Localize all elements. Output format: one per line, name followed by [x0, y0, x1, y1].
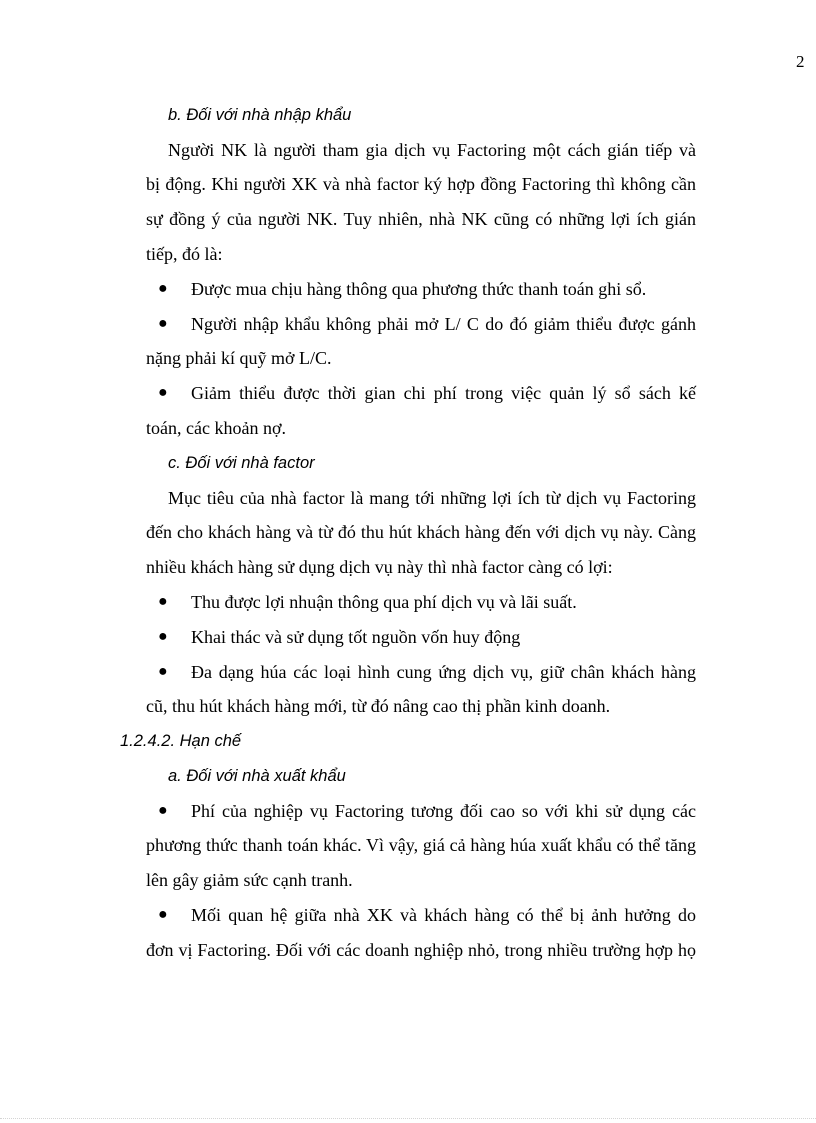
list-item-continuation: toán, các khoản nợ.: [146, 418, 286, 438]
paragraph-line: Mục tiêu của nhà factor là mang tới những lợi ích từ dịch vụ Factoring: [168, 488, 696, 508]
list-item: Khai thác và sử dụng tốt nguồn vốn huy động: [191, 627, 521, 647]
list-item: Thu được lợi nhuận thông qua phí dịch vụ và lãi suất.: [191, 592, 577, 612]
list-item-continuation: cũ, thu hút khách hàng mới, từ đó nâng cao thị phần kinh doanh.: [146, 696, 611, 716]
subsection-heading: 1.2.4.2. Hạn chế: [120, 732, 242, 750]
paragraph-line: đến cho khách hàng và từ đó thu hút khách hàng đến với dịch vụ này. Càng: [146, 522, 696, 542]
list-item-continuation: nặng phải kí quỹ mở L/C.: [146, 348, 332, 368]
list-item: Được mua chịu hàng thông qua phương thức thanh toán ghi sổ.: [191, 279, 647, 299]
list-item: Phí của nghiệp vụ Factoring tương đối cao so với khi sử dụng các: [191, 801, 696, 821]
section-heading-a: a. Đối với nhà xuất khẩu: [168, 767, 346, 785]
bullet-icon: ●: [158, 906, 168, 923]
section-heading-c: c. Đối với nhà factor: [168, 454, 315, 472]
page-bottom-divider: [0, 1118, 816, 1119]
bullet-icon: ●: [158, 593, 168, 610]
list-item-continuation: lên gây giảm sức cạnh tranh.: [146, 870, 353, 890]
paragraph-line: tiếp, đó là:: [146, 244, 223, 264]
list-item: Đa dạng húa các loại hình cung ứng dịch vụ, giữ chân khách hàng: [191, 662, 696, 682]
list-item: Mối quan hệ giữa nhà XK và khách hàng có thể bị ảnh hưởng do: [191, 905, 696, 925]
bullet-icon: ●: [158, 315, 168, 332]
list-item-continuation: đơn vị Factoring. Đối với các doanh nghiệp nhỏ, trong nhiều trường hợp họ: [146, 940, 696, 960]
bullet-icon: ●: [158, 628, 168, 645]
paragraph-line: Người NK là người tham gia dịch vụ Factoring một cách gián tiếp và: [168, 140, 696, 160]
list-item: Người nhập khẩu không phải mở L/ C do đó giảm thiểu được gánh: [191, 314, 696, 334]
paragraph-line: sự đồng ý của người NK. Tuy nhiên, nhà NK cũng có những lợi ích gián: [146, 209, 696, 229]
paragraph-line: nhiều khách hàng sử dụng dịch vụ này thì nhà factor càng có lợi:: [146, 557, 613, 577]
bullet-icon: ●: [158, 802, 168, 819]
bullet-icon: ●: [158, 280, 168, 297]
bullet-icon: ●: [158, 384, 168, 401]
list-item-continuation: phương thức thanh toán khác. Vì vậy, giá cả hàng húa xuất khẩu có thể tăng: [146, 835, 696, 855]
bullet-icon: ●: [158, 663, 168, 680]
list-item: Giảm thiểu được thời gian chi phí trong việc quản lý sổ sách kế: [191, 383, 696, 403]
section-heading-b: b. Đối với nhà nhập khẩu: [168, 106, 352, 124]
paragraph-line: bị động. Khi người XK và nhà factor ký hợp đồng Factoring thì không cần: [146, 174, 696, 194]
page-number: 2: [796, 52, 805, 71]
